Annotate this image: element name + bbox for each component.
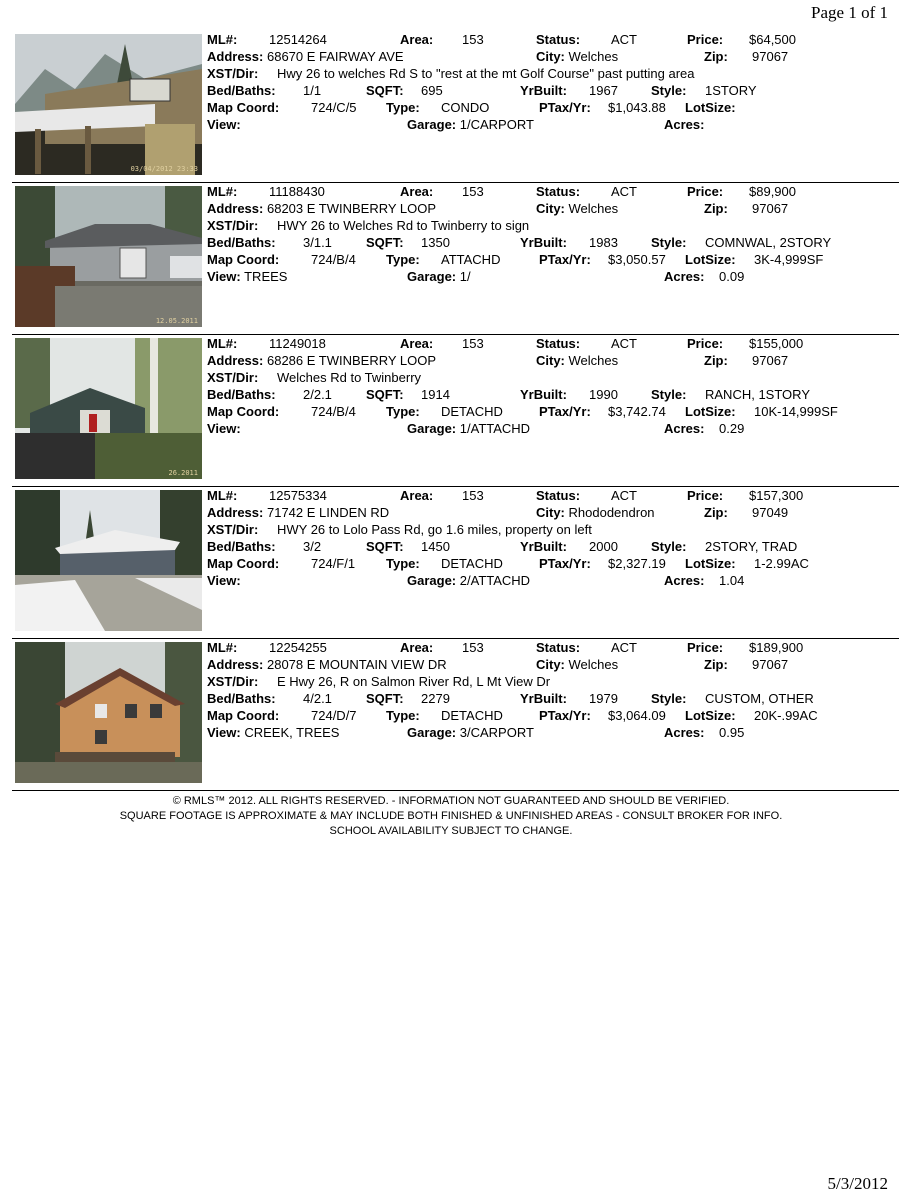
style-value: 1STORY bbox=[705, 83, 757, 98]
sqft-value: 695 bbox=[421, 83, 443, 98]
style-value: RANCH, 1STORY bbox=[705, 387, 810, 402]
city-value: Welches bbox=[568, 657, 619, 672]
photo-timestamp: 12.05.2011 bbox=[155, 317, 198, 325]
listing-details: ML#: 12254255 Area: 153 Status: ACT Price: $189,900 Address: 28078 E MOUNTAIN VIEW DR City: Welches Zip: 97067 XST/Dir: E Hwy 26, R on Salmon River Rd, L Mt View Dr Bed/Baths: 4/2.1 SQFT: 2279 YrBuilt: 1979 Style: CUSTOM, OTHER Map Coord: 724/D/7 Type: DETACHD PTax/Yr: $3,064.09 LotSize: 20K-.99AC View: CREEK, TREES Garage: 3/CARPORT Acres: 0.95 bbox=[207, 640, 818, 740]
sqft-value: 2279 bbox=[421, 691, 450, 706]
ml-number: 11188430 bbox=[269, 184, 325, 199]
type-value: DETACHD bbox=[441, 404, 503, 419]
city-value: Welches bbox=[568, 201, 619, 216]
acres-value: 0.29 bbox=[719, 421, 745, 436]
ptax-value: $3,064.09 bbox=[608, 708, 666, 723]
disclaimer-line: SCHOOL AVAILABILITY SUBJECT TO CHANGE. bbox=[329, 825, 573, 837]
address-value: 71742 E LINDEN RD bbox=[266, 505, 390, 520]
address-value: 28078 E MOUNTAIN VIEW DR bbox=[266, 657, 447, 672]
acres-value: 0.95 bbox=[719, 725, 745, 740]
year-built-value: 1979 bbox=[589, 691, 618, 706]
photo-timestamp: 03/04/2012 23:33 bbox=[130, 165, 198, 173]
status-value: ACT bbox=[611, 336, 637, 351]
map-coord-value: 724/B/4 bbox=[311, 252, 356, 267]
area-value: 153 bbox=[462, 184, 484, 199]
zip-value: 97049 bbox=[752, 505, 789, 520]
sqft-value: 1914 bbox=[421, 387, 450, 402]
style-value: CUSTOM, OTHER bbox=[705, 691, 814, 706]
cross-street-value: Welches Rd to Twinberry bbox=[277, 370, 422, 385]
property-photo[interactable] bbox=[15, 186, 202, 327]
style-value: COMNWAL, 2STORY bbox=[705, 235, 832, 250]
ml-number: 12514264 bbox=[269, 32, 327, 47]
lotsize-value: 20K-.99AC bbox=[754, 708, 818, 723]
year-built-value: 1990 bbox=[589, 387, 618, 402]
cross-street-value: Hwy 26 to welches Rd S to "rest at the mt Golf Course" past putting area bbox=[277, 66, 695, 81]
listing-item[interactable] bbox=[12, 335, 899, 487]
lotsize-value: 1-2.99AC bbox=[754, 556, 809, 571]
cross-street-value: E Hwy 26, R on Salmon River Rd, L Mt View Dr bbox=[277, 674, 551, 689]
price-value: $89,900 bbox=[749, 184, 796, 199]
city-value: Rhododendron bbox=[568, 505, 655, 520]
zip-value: 97067 bbox=[752, 201, 789, 216]
status-value: ACT bbox=[611, 488, 637, 503]
property-photo[interactable] bbox=[15, 490, 202, 631]
garage-value: 1/ bbox=[459, 269, 471, 284]
listing-details: ML#: 12575334 Area: 153 Status: ACT Price: $157,300 Address: 71742 E LINDEN RD City: Rhododendron Zip: 97049 XST/Dir: HWY 26 to Lolo Pass Rd, go 1.6 miles, property on left Bed/Baths: 3/2 SQFT: 1450 YrBuilt: 2000 Style: 2STORY, TRAD Map Coord: 724/F/1 Type: DETACHD PTax/Yr: $2,327.19 LotSize: 1-2.99AC View: Garage: 2/ATTACHD Acres: 1.04 bbox=[207, 488, 809, 588]
ml-number: 12575334 bbox=[269, 488, 327, 503]
sqft-value: 1450 bbox=[421, 539, 450, 554]
map-coord-value: 724/F/1 bbox=[311, 556, 356, 571]
price-value: $189,900 bbox=[749, 640, 804, 655]
address-value: 68203 E TWINBERRY LOOP bbox=[266, 201, 437, 216]
garage-value: 1/CARPORT bbox=[459, 117, 534, 132]
ml-number: 11249018 bbox=[269, 336, 326, 351]
type-value: DETACHD bbox=[441, 556, 503, 571]
property-photo[interactable] bbox=[15, 34, 202, 175]
zip-value: 97067 bbox=[752, 657, 789, 672]
zip-value: 97067 bbox=[752, 353, 789, 368]
style-value: 2STORY, TRAD bbox=[705, 539, 798, 554]
garage-value: 1/ATTACHD bbox=[459, 421, 531, 436]
cross-street-value: HWY 26 to Welches Rd to Twinberry to sign bbox=[277, 218, 530, 233]
lotsize-value: 10K-14,999SF bbox=[754, 404, 838, 419]
ptax-value: $1,043.88 bbox=[608, 100, 666, 115]
type-value: CONDO bbox=[441, 100, 490, 115]
page-number: Page 1 of 1 bbox=[811, 3, 888, 22]
listing-item[interactable] bbox=[12, 639, 899, 791]
ml-number: 12254255 bbox=[269, 640, 327, 655]
status-value: ACT bbox=[611, 184, 637, 199]
view-value: CREEK, TREES bbox=[244, 725, 340, 740]
year-built-value: 1983 bbox=[589, 235, 618, 250]
ptax-value: $3,742.74 bbox=[608, 404, 666, 419]
bed-baths-value: 3/2 bbox=[303, 539, 322, 554]
area-value: 153 bbox=[462, 32, 484, 47]
disclaimer-line: © RMLS™ 2012. ALL RIGHTS RESERVED. - INFORMATION NOT GUARANTEED AND SHOULD BE VERIFIED. bbox=[172, 795, 730, 807]
garage-value: 2/ATTACHD bbox=[459, 573, 531, 588]
photo-timestamp: 26.2011 bbox=[168, 469, 198, 477]
address-value: 68670 E FAIRWAY AVE bbox=[266, 49, 404, 64]
listing-details: ML#: 11249018 Area: 153 Status: ACT Price: $155,000 Address: 68286 E TWINBERRY LOOP City: Welches Zip: 97067 XST/Dir: Welches Rd to Twinberry Bed/Baths: 2/2.1 SQFT: 1914 YrBuilt: 1990 Style: RANCH, 1STORY Map Coord: 724/B/4 Type: DETACHD PTax/Yr: $3,742.74 LotSize: 10K-14,999SF View: Garage: 1/ATTACHD Acres: 0.29 bbox=[207, 336, 838, 436]
area-value: 153 bbox=[462, 488, 484, 503]
price-value: $157,300 bbox=[749, 488, 804, 503]
garage-value: 3/CARPORT bbox=[459, 725, 534, 740]
map-coord-value: 724/B/4 bbox=[311, 404, 356, 419]
area-value: 153 bbox=[462, 336, 484, 351]
type-value: DETACHD bbox=[441, 708, 503, 723]
map-coord-value: 724/D/7 bbox=[311, 708, 357, 723]
price-value: $155,000 bbox=[749, 336, 804, 351]
ptax-value: $2,327.19 bbox=[608, 556, 666, 571]
sqft-value: 1350 bbox=[421, 235, 450, 250]
type-value: ATTACHD bbox=[441, 252, 501, 267]
city-value: Welches bbox=[568, 49, 619, 64]
listing-details: ML#: 12514264 Area: 153 Status: ACT Price: $64,500 Address: 68670 E FAIRWAY AVE City: Welches Zip: 97067 XST/Dir: Hwy 26 to welches Rd S to "rest at the mt Golf Course" past putting area Bed/Baths: 1/1 SQFT: 695 YrBuilt: 1967 Style: 1STORY Map Coord: 724/C/5 Type: CONDO PTax/Yr: $1,043.88 LotSize: View: Garage: 1/CARPORT Acres: bbox=[207, 32, 796, 132]
listing-item[interactable] bbox=[12, 487, 899, 639]
property-photo[interactable] bbox=[15, 338, 202, 479]
status-value: ACT bbox=[611, 32, 637, 47]
print-date: 5/3/2012 bbox=[827, 1174, 888, 1193]
year-built-value: 1967 bbox=[589, 83, 618, 98]
bed-baths-value: 3/1.1 bbox=[303, 235, 332, 250]
zip-value: 97067 bbox=[752, 49, 789, 64]
bed-baths-value: 2/2.1 bbox=[303, 387, 332, 402]
property-photo[interactable] bbox=[15, 642, 202, 783]
lotsize-value: 3K-4,999SF bbox=[754, 252, 824, 267]
map-coord-value: 724/C/5 bbox=[311, 100, 357, 115]
disclaimer-line: SQUARE FOOTAGE IS APPROXIMATE & MAY INCLUDE BOTH FINISHED & UNFINISHED AREAS - CONSULT BROKER FOR INFO. bbox=[119, 810, 783, 822]
view-value: TREES bbox=[244, 269, 288, 284]
price-value: $64,500 bbox=[749, 32, 796, 47]
city-value: Welches bbox=[568, 353, 619, 368]
listing-details: ML#: 11188430 Area: 153 Status: ACT Price: $89,900 Address: 68203 E TWINBERRY LOOP City: Welches Zip: 97067 XST/Dir: HWY 26 to Welches Rd to Twinberry to sign Bed/Baths: 3/1.1 SQFT: 1350 YrBuilt: 1983 Style: COMNWAL, 2STORY Map Coord: 724/B/4 Type: ATTACHD PTax/Yr: $3,050.57 LotSize: 3K-4,999SF View: TREES Garage: 1/ Acres: 0.09 bbox=[207, 184, 832, 284]
ptax-value: $3,050.57 bbox=[608, 252, 666, 267]
bed-baths-value: 4/2.1 bbox=[303, 691, 332, 706]
disclaimer bbox=[0, 794, 902, 839]
listing-item[interactable] bbox=[12, 31, 899, 183]
acres-value: 0.09 bbox=[719, 269, 745, 284]
area-value: 153 bbox=[462, 640, 484, 655]
listing-item[interactable] bbox=[12, 183, 899, 335]
year-built-value: 2000 bbox=[589, 539, 618, 554]
bed-baths-value: 1/1 bbox=[303, 83, 322, 98]
listing-list bbox=[12, 31, 899, 791]
cross-street-value: HWY 26 to Lolo Pass Rd, go 1.6 miles, property on left bbox=[277, 522, 592, 537]
address-value: 68286 E TWINBERRY LOOP bbox=[266, 353, 437, 368]
status-value: ACT bbox=[611, 640, 637, 655]
acres-value: 1.04 bbox=[719, 573, 745, 588]
